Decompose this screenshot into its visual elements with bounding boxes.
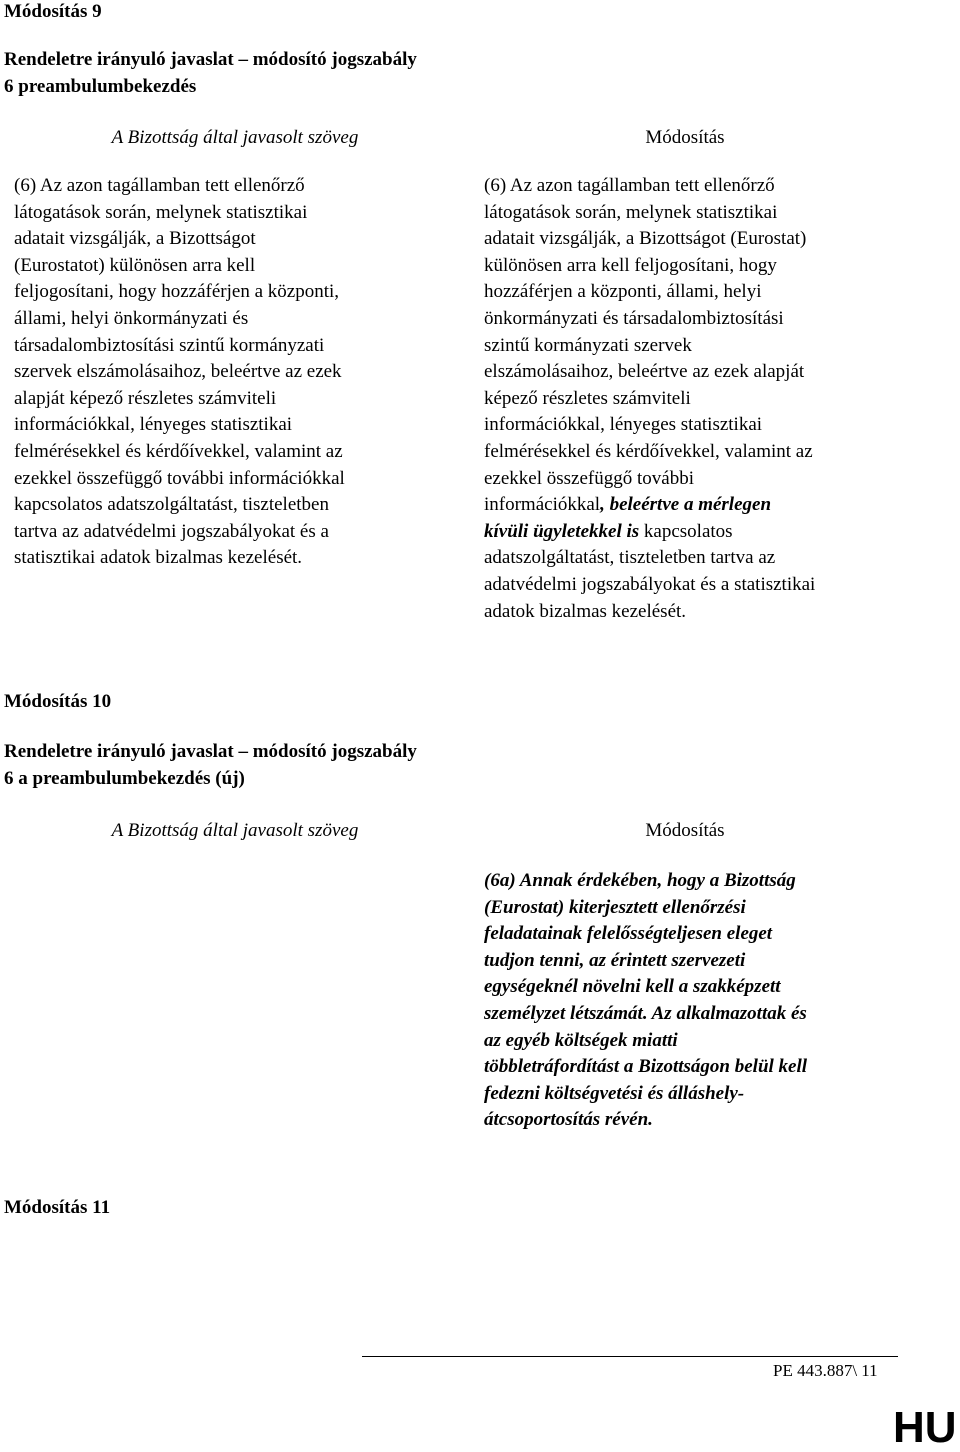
- amendment-10-reference: [4, 738, 417, 792]
- amendment-9-right-header: Módosítás: [645, 127, 725, 148]
- amendment-9-original-text: (6) Az azon tagállamban tett ellenőrző látogatások során, melynek statisztikai adatait vizsgálják, a Bizottságot (Eurostatot) különösen arra kell feljogosítani, hogy hozzáférjen a központi, állami, helyi önkormányzati és társadalombiztosítási szintű kormányzati szervek elszámolásaihoz, beleértve az ezek alapját képező részletes számviteli információkkal, lényeges statisztikai felmérésekkel és kérdőívekkel, valamint az ezekkel összefüggő további információkkal kapcsolatos adatszolgáltatást, tiszteletben tartva az adatvédelmi jogszabályokat és a statisztikai adatok bizalmas kezelését.: [14, 175, 345, 569]
- footer-divider: [362, 1356, 898, 1357]
- amendment-10-left-header: A Bizottság által javasolt szöveg: [111, 820, 359, 841]
- amendment-9-amended-text-part1: (6) Az azon tagállamban tett ellenőrző látogatások során, melynek statisztikai adatait vizsgálják, a Bizottságot (Eurostat) különösen arra kell feljogosítani, hogy hozzáférjen a központi, állami, helyi önkormányzati és társadalombiztosítási szintű kormányzati szervek elszámolásaihoz, beleértve az ezek alapját képező részletes számviteli információkkal, lényeges statisztikai felmérésekkel és kérdőívekkel, valamint az ezekkel összefüggő további információkkal: [484, 175, 813, 516]
- amendment-9-ref-line1: Rendeletre irányuló javaslat – módosító jogszabály: [4, 49, 417, 70]
- amendment-10-title: Módosítás 10: [4, 691, 112, 712]
- amendment-10-ref-line2: 6 a preambulumbekezdés (új): [4, 768, 245, 789]
- language-code: HU: [893, 1403, 957, 1452]
- amendment-10-right-header: Módosítás: [645, 820, 725, 841]
- amendment-10-amended-text: (6a) Annak érdekében, hogy a Bizottság (Eurostat) kiterjesztett ellenőrzési feladatainak felelősségteljesen eleget tudjon tenni, az érintett szervezeti egységeknél növelni kell a szakképzett személyzet létszámát. Az alkalmazottak és az egyéb költségek miatti többletráfordítást a Bizottságon belül kell fedezni költségvetési és álláshely- átcsoportosítás révén.: [484, 870, 808, 1131]
- amendment-9-amended-text-highlight: , beleértve a mérlegen kívüli ügyletekkel is: [484, 494, 772, 542]
- amendment-9-amended-text: [484, 173, 944, 625]
- amendment-11-title: Módosítás 11: [4, 1197, 111, 1218]
- amendment-9-reference: [4, 46, 417, 100]
- amendment-9-amended-text-part2: kapcsolatos adatszolgáltatást, tiszteletben tartva az adatvédelmi jogszabályokat és a statisztikai adatok bizalmas kezelését.: [484, 520, 816, 622]
- amendment-9-left-header: A Bizottság által javasolt szöveg: [111, 127, 359, 148]
- amendment-9-ref-line2: 6 preambulumbekezdés: [4, 76, 197, 97]
- amendment-10-ref-line1: Rendeletre irányuló javaslat – módosító jogszabály: [4, 741, 417, 762]
- amendment-9-title: Módosítás 9: [4, 1, 102, 22]
- page-reference: PE 443.887\ 11: [773, 1361, 878, 1380]
